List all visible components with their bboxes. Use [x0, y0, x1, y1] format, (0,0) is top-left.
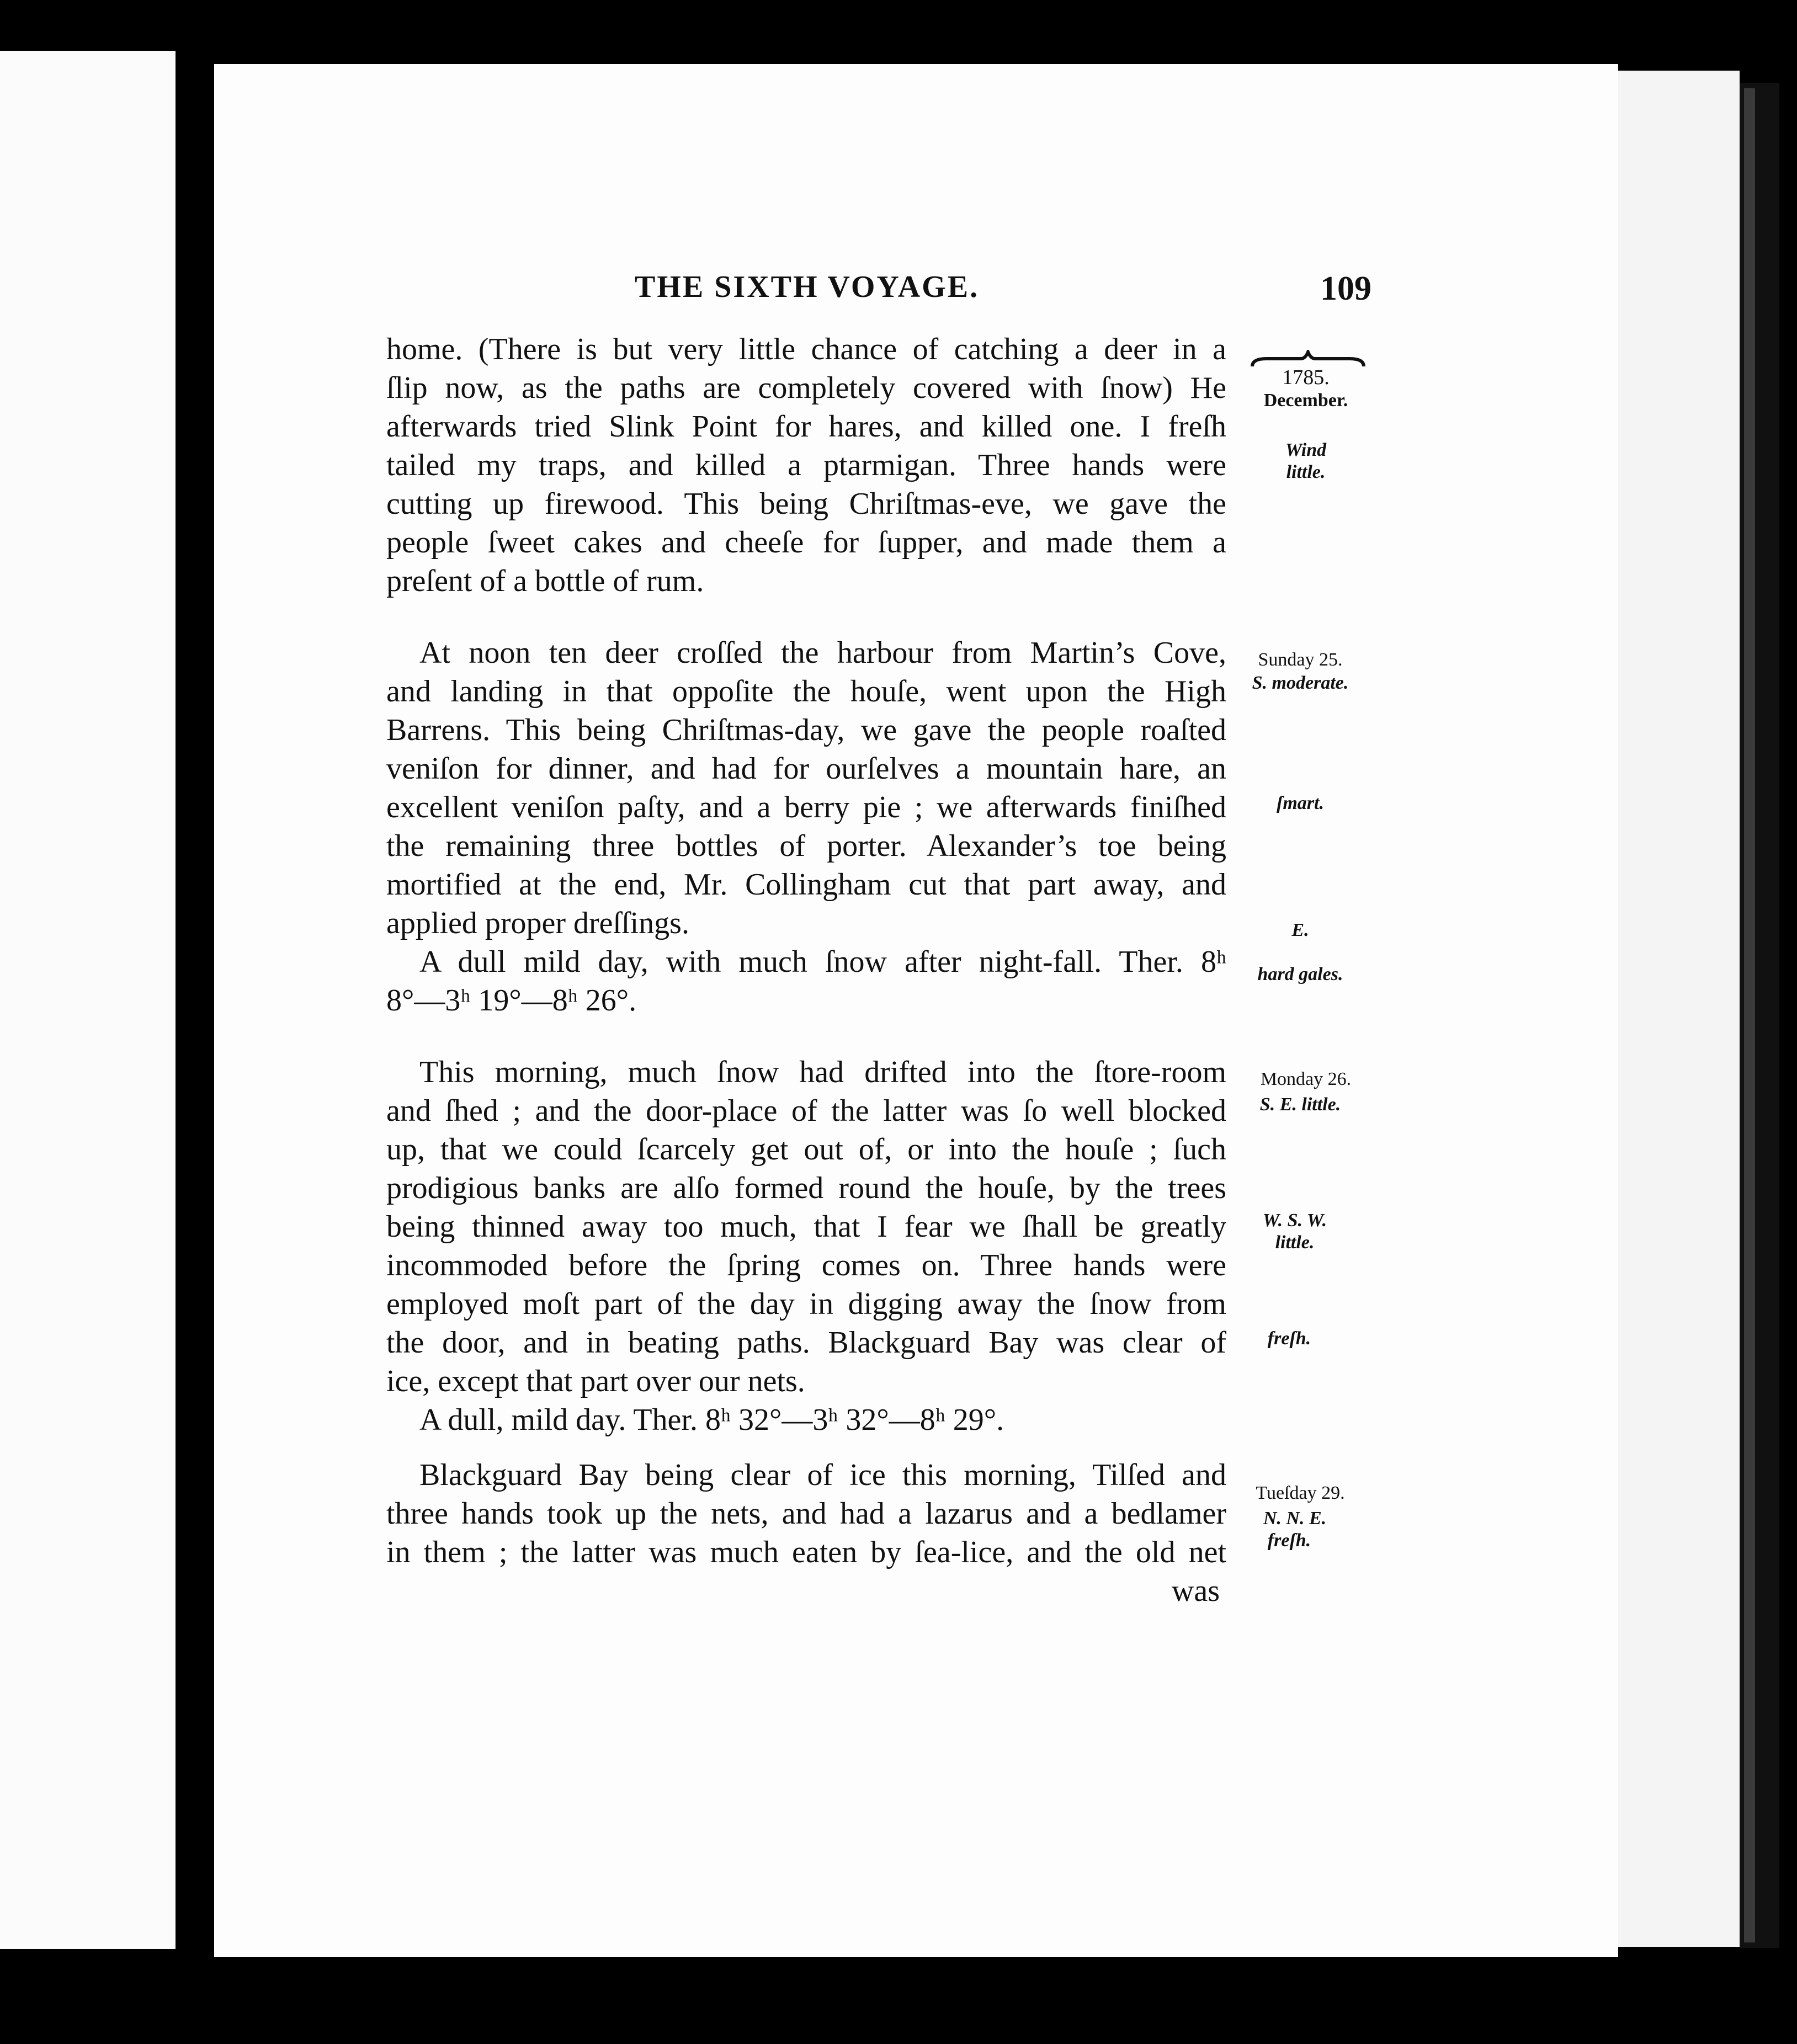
margin-hard-gales: hard gales. [1257, 964, 1343, 984]
margin-wind-monday: S. E. little. [1259, 1094, 1341, 1115]
text-line: home. (There is but very little chance of catching a deer in a [386, 332, 1226, 366]
margin-wind-wsw-strength: little. [1275, 1232, 1315, 1253]
text-line: preſent of a bottle of rum. [386, 564, 704, 598]
margin-wind-tuesday: N. N. E. [1263, 1508, 1327, 1529]
text-line: up, that we could ſcarcely get out of, or into the houſe ; ſuch [386, 1132, 1226, 1167]
left-page-edge [0, 51, 176, 1949]
margin-year: 1785. [1282, 366, 1330, 389]
text-line: in them ; the latter was much eaten by ſea-lice, and the old net [386, 1535, 1226, 1569]
text-line: employed moſt part of the day in digging away the ſnow from [386, 1287, 1226, 1321]
margin-wind: Wind [1285, 440, 1327, 460]
paragraph-6 [386, 1456, 1226, 1572]
text-line: ſlip now, as the paths are completely covered with ſnow) He [386, 371, 1226, 405]
margin-wind-fresh: freſh. [1267, 1328, 1311, 1349]
paragraph-4 [386, 1053, 1226, 1401]
text-line: prodigious banks are alſo formed round the houſe, by the trees [386, 1171, 1226, 1205]
text-line: afterwards tried Slink Point for hares, and killed one. I freſh [386, 409, 1226, 444]
text-line: being thinned away too much, that I fear we ſhall be greatly [386, 1210, 1226, 1244]
margin-month: December. [1263, 390, 1348, 411]
text-line: tailed my traps, and killed a ptarmigan. Three hands were [386, 448, 1226, 482]
margin-date-monday: Monday 26. [1260, 1069, 1352, 1089]
text-line: A dull, mild day. Ther. 8ʰ 32°—3ʰ 32°—8ʰ 29°. [419, 1403, 1004, 1437]
text-line: and landing in that oppoſite the houſe, went upon the High [386, 674, 1226, 709]
text-line: applied proper dreſſings. [386, 906, 689, 940]
text-line: 8°—3ʰ 19°—8ʰ 26°. [386, 983, 637, 1018]
page-number: 109 [1320, 270, 1371, 307]
text-line: mortified at the end, Mr. Collingham cut that part away, and [386, 867, 1226, 902]
running-title: THE SIXTH VOYAGE. [635, 270, 980, 304]
text-line: incommoded before the ſpring comes on. Three hands were [386, 1248, 1226, 1282]
text-line: the remaining three bottles of porter. Alexander’s toe being [386, 829, 1226, 863]
margin-wind-tuesday-strength: freſh. [1267, 1530, 1311, 1551]
text-line: excellent veniſon paſty, and a berry pie ; we afterwards finiſhed [386, 790, 1226, 824]
text-line: At noon ten deer croſſed the harbour from Martin’s Cove, [419, 636, 1226, 670]
margin-wind-strength: little. [1286, 462, 1326, 482]
text-line: cutting up firewood. This being Chriſtmas-eve, we gave the [386, 487, 1226, 521]
text-line: and ſhed ; and the door-place of the latter was ſo well blocked [386, 1094, 1226, 1128]
text-line: ice, except that part over our nets. [386, 1364, 805, 1398]
text-line: A dull mild day, with much ſnow after night-fall. Ther. 8ʰ [419, 945, 1226, 979]
margin-wind-sunday: S. moderate. [1252, 673, 1349, 693]
text-line: Blackguard Bay being clear of ice this morning, Tilſed and [419, 1458, 1226, 1492]
paragraph-3 [386, 943, 1226, 1020]
margin-date-tuesday: Tueſday 29. [1256, 1483, 1345, 1503]
paragraph-1 [386, 330, 1226, 600]
binding-edge [1744, 88, 1755, 1942]
margin-wind-smart: ſmart. [1277, 793, 1324, 813]
page-margin-edge [1618, 71, 1740, 1947]
text-line: Barrens. This being Chriſtmas-day, we gave the people roaſted [386, 713, 1226, 747]
text-line: This morning, much ſnow had drifted into the ſtore-room [419, 1055, 1226, 1089]
paragraph-2 [386, 634, 1226, 943]
margin-wind-east: E. [1291, 920, 1309, 940]
text-line: the door, and in beating paths. Blackguard Bay was clear of [386, 1326, 1226, 1360]
catchword: was [1171, 1574, 1220, 1608]
paragraph-5 [386, 1401, 1226, 1439]
text-line: three hands took up the nets, and had a lazarus and a bedlamer [386, 1497, 1226, 1531]
margin-date-sunday: Sunday 25. [1258, 650, 1343, 670]
text-line: veniſon for dinner, and had for ourſelves a mountain hare, an [386, 752, 1226, 786]
text-line: people ſweet cakes and cheeſe for ſupper, and made them a [386, 525, 1226, 560]
margin-wind-wsw: W. S. W. [1262, 1210, 1327, 1231]
